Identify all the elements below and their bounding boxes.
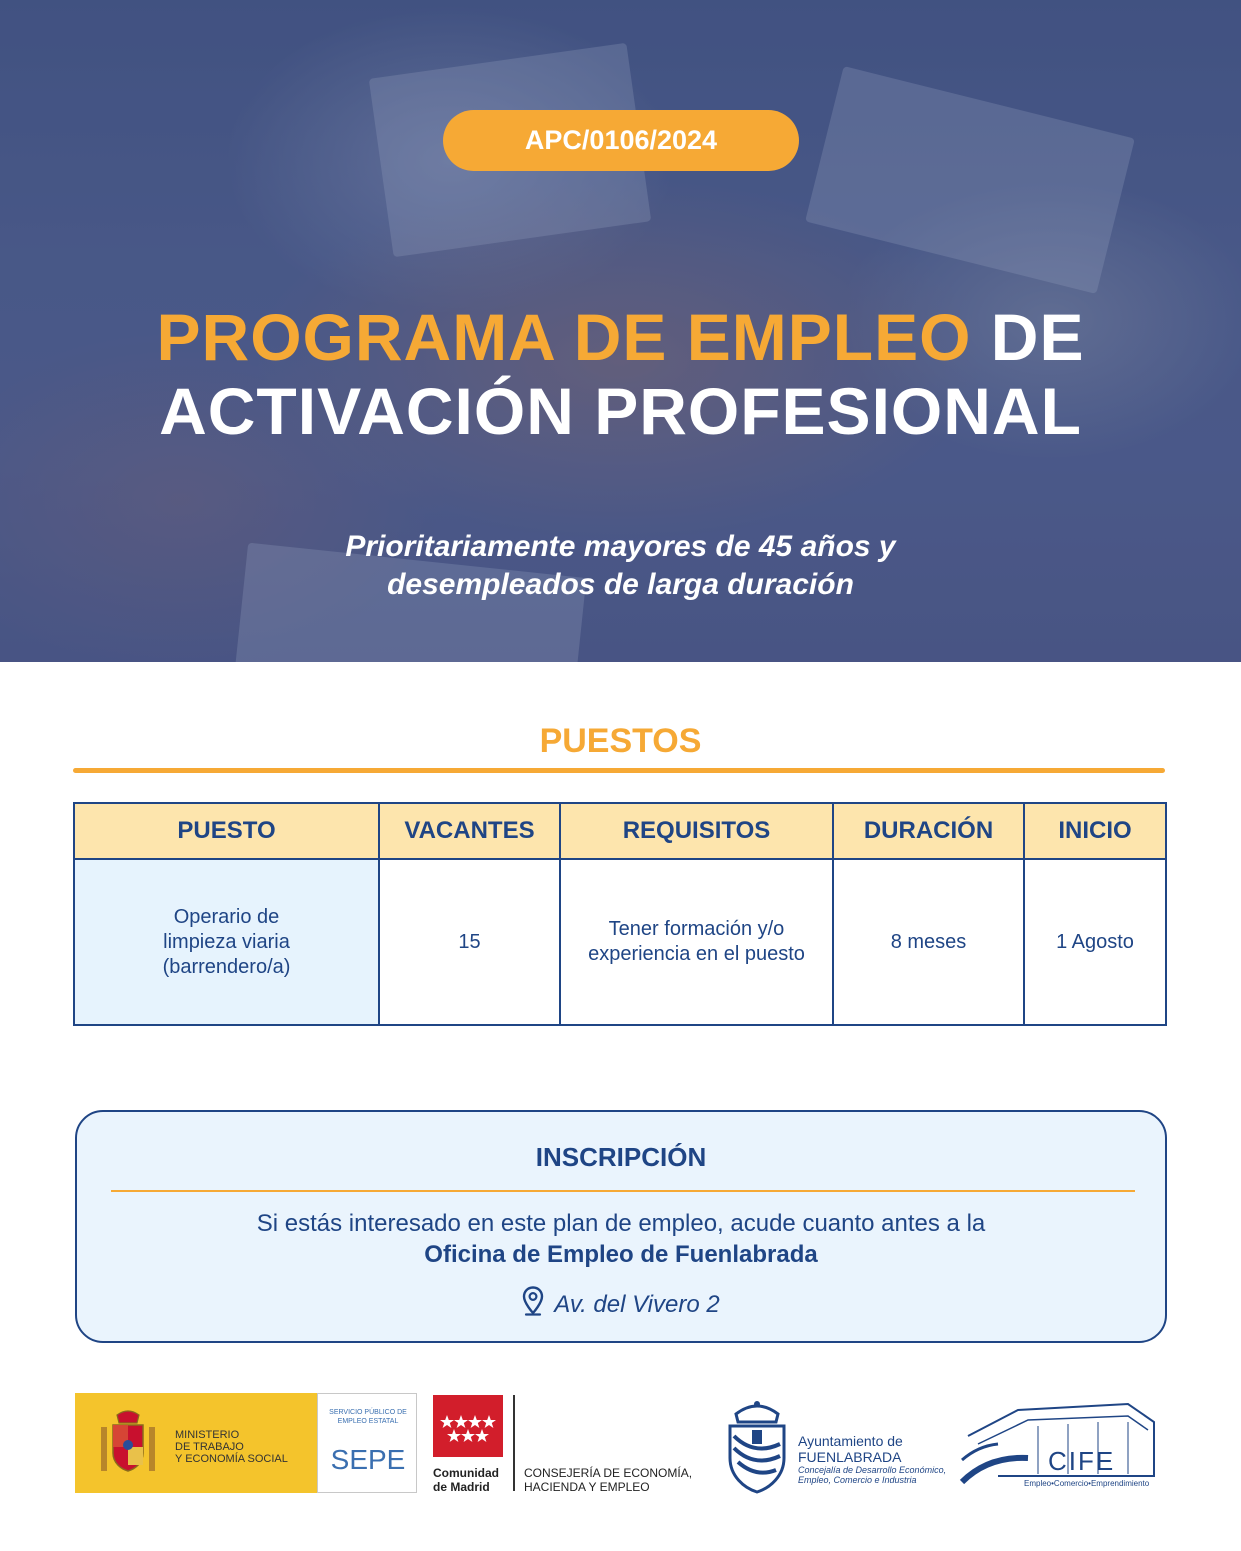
puestos-divider bbox=[73, 768, 1165, 773]
header-inicio: INICIO bbox=[1024, 803, 1166, 859]
office-address bbox=[77, 1286, 1165, 1323]
cell-puesto: Operario de limpieza viaria (barrendero/a) bbox=[74, 859, 379, 1025]
cell-inicio: 1 Agosto bbox=[1024, 859, 1166, 1025]
sepe-subtitle: SERVICIO PÚBLICO DE EMPLEO ESTATAL bbox=[329, 1409, 407, 1425]
table-row bbox=[74, 859, 1166, 1025]
puestos-heading: PUESTOS bbox=[539, 722, 702, 760]
cell-duracion: 8 meses bbox=[833, 859, 1024, 1025]
logo-separator bbox=[513, 1395, 515, 1491]
title-accent: PROGRAMA DE EMPLEO bbox=[156, 300, 972, 374]
location-pin-icon bbox=[522, 1286, 544, 1323]
office-name: Oficina de Empleo de Fuenlabrada bbox=[424, 1241, 818, 1268]
inscripcion-box bbox=[75, 1110, 1167, 1343]
title-line2: ACTIVACIÓN PROFESIONAL bbox=[159, 374, 1082, 448]
comunidad-madrid-logo bbox=[433, 1395, 503, 1457]
inscripcion-heading: INSCRIPCIÓN bbox=[535, 1142, 707, 1172]
subtitle-line1: Prioritariamente mayores de 45 años y bbox=[345, 530, 896, 563]
address-text: Av. del Vivero 2 bbox=[554, 1290, 720, 1318]
ministerio-text: MINISTERIO DE TRABAJO Y ECONOMÍA SOCIAL bbox=[175, 1429, 288, 1465]
subtitle-line2: desempleados de larga duración bbox=[387, 568, 854, 601]
madrid-stars-icon bbox=[433, 1395, 503, 1457]
sepe-name: SEPE bbox=[330, 1444, 406, 1475]
cell-vacantes: 15 bbox=[379, 859, 560, 1025]
page-title bbox=[0, 300, 1241, 448]
fuenlabrada-shield-icon bbox=[724, 1396, 790, 1496]
header-duracion: DURACIÓN bbox=[833, 803, 1024, 859]
sepe-logo bbox=[317, 1393, 417, 1493]
header-puesto: PUESTO bbox=[74, 803, 379, 859]
consejeria-text: CONSEJERÍA DE ECONOMÍA, HACIENDA Y EMPLEO bbox=[524, 1466, 693, 1494]
inscripcion-message: Si estás interesado en este plan de empleo, acude cuanto antes a la bbox=[256, 1210, 986, 1237]
page-subtitle bbox=[0, 528, 1241, 604]
program-code-badge: APC/0106/2024 bbox=[443, 110, 799, 171]
table-header-row bbox=[74, 803, 1166, 859]
comunidad-madrid-text: Comunidad de Madrid bbox=[433, 1466, 499, 1494]
puestos-table bbox=[73, 802, 1167, 1026]
title-rest: DE bbox=[971, 300, 1085, 374]
cell-requisitos: Tener formación y/o experiencia en el puesto bbox=[560, 859, 833, 1025]
header-requisitos: REQUISITOS bbox=[560, 803, 833, 859]
inscripcion-text bbox=[77, 1208, 1165, 1270]
hero-banner bbox=[0, 0, 1241, 662]
cife-name: CIFE bbox=[1048, 1446, 1116, 1476]
inscripcion-divider bbox=[111, 1190, 1135, 1192]
ministerio-trabajo-logo bbox=[75, 1393, 317, 1493]
spain-coat-of-arms-icon bbox=[93, 1407, 163, 1479]
ayuntamiento-fuenlabrada-text: Ayuntamiento de FUENLABRADA Concejalía de Desarrollo Económico, Empleo, Comercio e Industria bbox=[798, 1433, 947, 1485]
header-vacantes: VACANTES bbox=[379, 803, 560, 859]
cife-tagline: Empleo•Comercio•Emprendimiento bbox=[1024, 1479, 1150, 1488]
